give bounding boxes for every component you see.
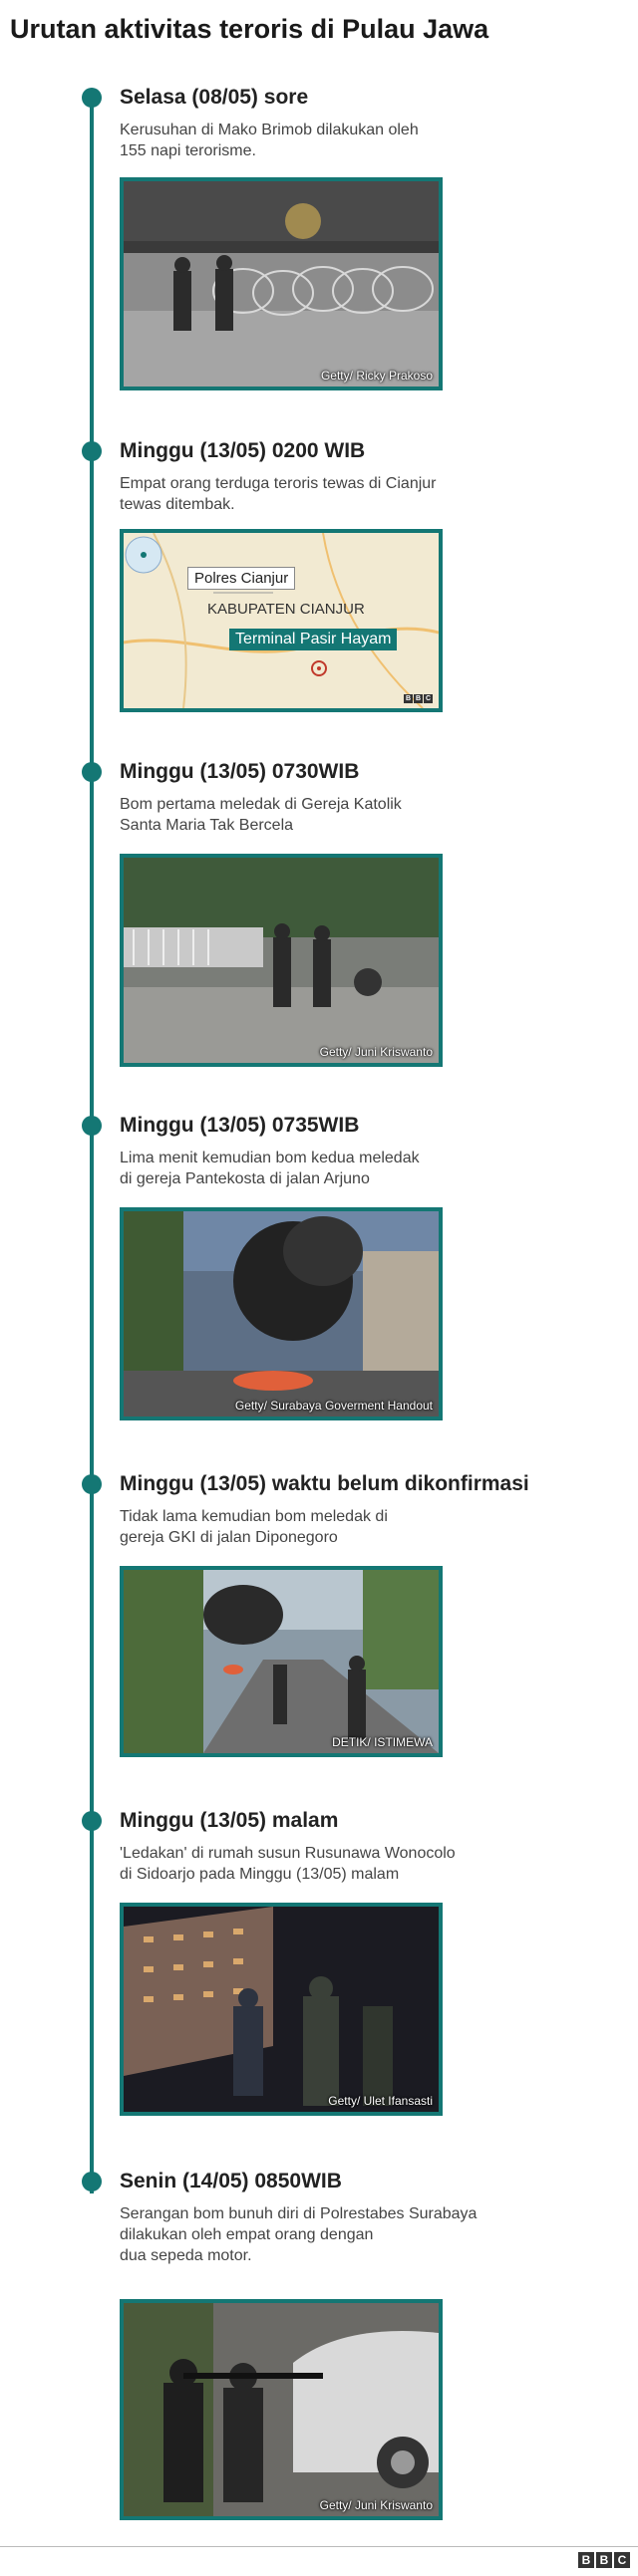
apartment-explosion-photo — [124, 1907, 439, 2112]
event-description — [120, 120, 518, 161]
map-background — [124, 533, 439, 708]
event-heading: Minggu (13/05) 0200 WIB — [120, 439, 366, 462]
image-credit: Getty/ Ricky Prakoso — [320, 369, 433, 383]
location-map — [120, 529, 443, 712]
bbc-logo: B B C — [578, 2552, 630, 2568]
gki-church-bombing-photo — [124, 1570, 439, 1753]
timeline-dot — [82, 1116, 102, 1136]
event-description-line: Lima menit kemudian bom kedua meledak — [120, 1150, 420, 1166]
event-heading: Senin (14/05) 0850WIB — [120, 2170, 342, 2192]
event-heading: Selasa (08/05) sore — [120, 86, 309, 109]
event-photo — [120, 1566, 443, 1757]
event-description-line: 155 napi terorisme. — [120, 142, 256, 159]
event-photo — [120, 2299, 443, 2520]
page-title: Urutan aktivitas teroris di Pulau Jawa — [10, 14, 489, 44]
event-description-line: Serangan bom bunuh diri di Polrestabes Surabaya — [120, 2205, 478, 2222]
timeline-dot — [82, 762, 102, 782]
bbc-logo: B B C — [405, 695, 432, 702]
event-description — [120, 1506, 518, 1548]
police-station-attack-photo — [124, 2303, 439, 2516]
event-photo — [120, 1903, 443, 2116]
prison-riot-photo — [124, 181, 439, 386]
timeline-dot — [82, 1811, 102, 1831]
event-description-line: dilakukan oleh empat orang dengan — [120, 2226, 374, 2243]
timeline-line — [90, 98, 94, 2193]
event-heading: Minggu (13/05) waktu belum dikonfirmasi — [120, 1472, 529, 1495]
location-marker-icon — [311, 660, 327, 676]
image-credit: Getty/ Ulet Ifansasti — [328, 2094, 433, 2108]
event-description-line: Bom pertama meledak di Gereja Katolik — [120, 796, 402, 813]
event-description-line: di gereja Pantekosta di jalan Arjuno — [120, 1170, 370, 1187]
event-description — [120, 1148, 518, 1189]
event-description-line: dua sepeda motor. — [120, 2247, 252, 2264]
event-description-line: Kerusuhan di Mako Brimob dilakukan oleh — [120, 122, 419, 138]
event-description — [120, 2203, 518, 2266]
event-heading: Minggu (13/05) 0730WIB — [120, 760, 360, 783]
event-description-line: gereja GKI di jalan Diponegoro — [120, 1529, 338, 1546]
event-description-line: Empat orang terduga teroris tewas di Cianjur — [120, 475, 437, 492]
event-photo — [120, 177, 443, 390]
image-credit: Getty/ Juni Kriswanto — [319, 1045, 433, 1059]
image-credit: Getty/ Surabaya Goverment Handout — [234, 1399, 433, 1413]
church-bombing-photo — [124, 858, 439, 1063]
second-church-bombing-photo — [124, 1211, 439, 1417]
map-label-region: KABUPATEN CIANJUR — [207, 601, 365, 618]
event-description — [120, 794, 518, 836]
event-description-line: Santa Maria Tak Bercela — [120, 817, 294, 834]
event-description — [120, 1843, 518, 1885]
timeline-dot — [82, 2172, 102, 2191]
event-description-line: 'Ledakan' di rumah susun Rusunawa Wonocolo — [120, 1845, 456, 1862]
event-heading: Minggu (13/05) malam — [120, 1809, 339, 1832]
event-description-line: di Sidoarjo pada Minggu (13/05) malam — [120, 1866, 400, 1883]
map-label-terminal: Terminal Pasir Hayam — [229, 629, 397, 650]
footer-divider — [0, 2546, 638, 2547]
event-photo — [120, 854, 443, 1067]
event-description-line: Tidak lama kemudian bom meledak di — [120, 1508, 388, 1525]
event-description-line: tewas ditembak. — [120, 496, 235, 513]
timeline-dot — [82, 88, 102, 108]
image-credit: Getty/ Juni Kriswanto — [319, 2498, 433, 2512]
map-label-police: Polres Cianjur — [187, 567, 295, 590]
timeline-dot — [82, 441, 102, 461]
timeline-dot — [82, 1474, 102, 1494]
event-photo — [120, 1207, 443, 1420]
event-heading: Minggu (13/05) 0735WIB — [120, 1114, 360, 1137]
event-description — [120, 473, 518, 515]
image-credit: DETIK/ ISTIMEWA — [332, 1735, 433, 1749]
